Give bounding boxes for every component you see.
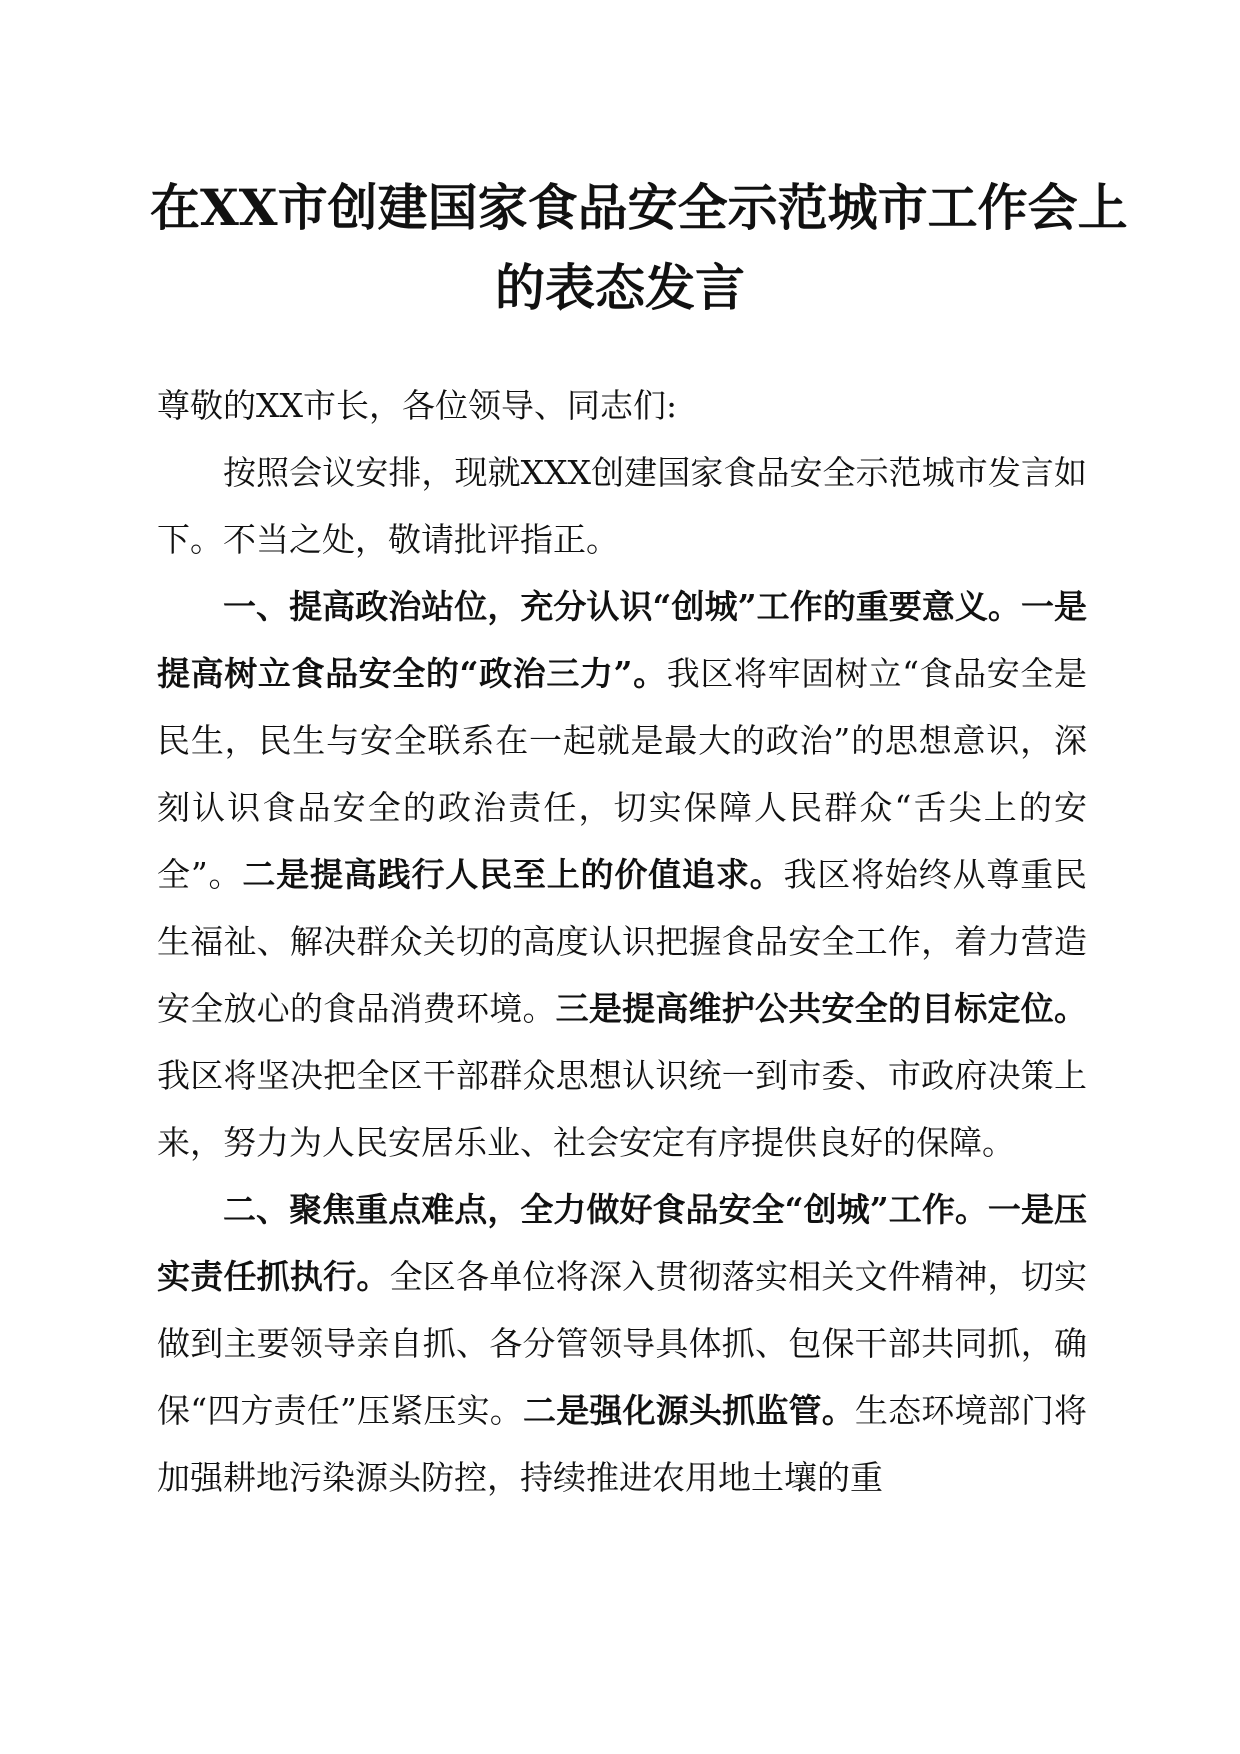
- document-title: [150, 168, 1128, 328]
- section-1-point-1-text: 我区将牢固树立“食品安全是民生，民生与安全联系在一起就是最大的政治”的思想意识，深刻认识食品安全的政治责任，切实保障人民群众“舌尖上的安全”。: [157, 654, 1088, 894]
- section-1-point-2-lead: 二是提高践行人民至上的价值追求。: [242, 855, 784, 894]
- title-line-2: 的表态发言: [495, 258, 745, 317]
- section-2-point-1-text: 全区各单位将深入贯彻落实相关文件精神，切实做到主要领导亲自抓、各分管领导具体抓、包保干部共同抓，确保“四方责任”压紧压实。: [157, 1257, 1088, 1430]
- document-body: [157, 372, 1087, 1511]
- section-1-point-1-lead: 一是提高树立食品安全的“政治三力”。: [157, 587, 1088, 693]
- intro-paragraph: 按照会议安排，现就XXX创建国家食品安全示范城市发言如下。不当之处，敬请批评指正。: [157, 453, 1087, 559]
- section-1-point-3-lead: 三是提高维护公共安全的目标定位。: [555, 989, 1088, 1028]
- section-2-heading: 二、聚焦重点难点，全力做好食品安全“创城”工作。: [223, 1190, 988, 1229]
- section-2-point-2-lead: 二是强化源头抓监管。: [523, 1391, 855, 1430]
- title-line-1: 在XX市创建国家食品安全示范城市工作会上: [150, 178, 1128, 237]
- section-2-paragraph: [157, 1176, 1087, 1511]
- section-1-point-3-text: 我区将坚决把全区干部群众思想认识统一到市委、市政府决策上来，努力为人民安居乐业、社会安定有序提供良好的保障。: [157, 1056, 1087, 1162]
- section-2-point-2-text: 生态环境部门将加强耕地污染源头防控，持续推进农用地土壤的重: [157, 1391, 1087, 1497]
- section-1-point-2-text: 我区将始终从尊重民生福祉、解决群众关切的高度认识把握食品安全工作，着力营造安全放心的食品消费环境。: [157, 855, 1088, 1028]
- section-1-paragraph: [157, 573, 1087, 1176]
- section-1-heading: 一、提高政治站位，充分认识“创城”工作的重要意义。: [223, 587, 1021, 626]
- section-2-point-1-lead: 一是压实责任抓执行。: [157, 1190, 1088, 1296]
- salutation: 尊敬的XX市长，各位领导、同志们:: [157, 386, 678, 425]
